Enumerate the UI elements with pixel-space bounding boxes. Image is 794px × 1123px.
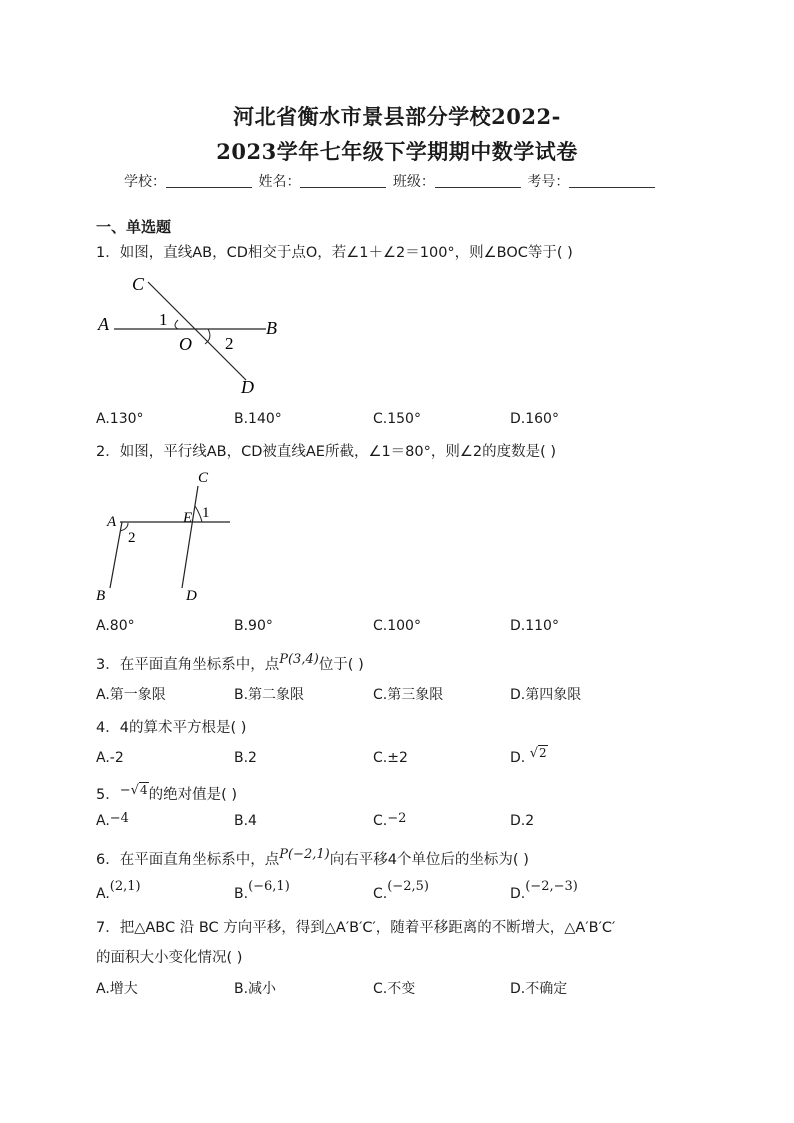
sqrt-icon: √ xyxy=(529,746,538,761)
q6-option-d[interactable] xyxy=(510,879,578,902)
q7-option-a[interactable]: A.增大 xyxy=(96,981,138,997)
q1-option-d[interactable]: D.160° xyxy=(510,411,559,427)
q6-option-c[interactable] xyxy=(373,879,429,902)
q6-option-a-label: A. xyxy=(96,886,110,902)
label-angle-2: 2 xyxy=(225,334,234,353)
q6-option-b[interactable] xyxy=(234,879,290,902)
school-label: 学校： xyxy=(124,174,166,190)
q7-option-d[interactable]: D.不确定 xyxy=(510,981,568,997)
label-o: O xyxy=(179,334,192,354)
line-cd xyxy=(148,282,246,380)
angle-2-arc xyxy=(205,329,210,344)
q4-option-d[interactable] xyxy=(510,746,548,766)
q1-option-a[interactable]: A.130° xyxy=(96,411,144,427)
q4-option-c[interactable]: C.±2 xyxy=(373,750,408,766)
angle-1-arc xyxy=(175,320,178,329)
q5-option-c-label: C. xyxy=(373,813,388,829)
q5-expr-sign: − xyxy=(119,783,131,798)
q4-option-d-radicand: 2 xyxy=(538,746,547,760)
q5-option-a-value: −4 xyxy=(109,811,129,826)
name-label: 姓名： xyxy=(258,174,301,190)
q6-option-c-value: (−2,5) xyxy=(387,879,429,894)
label-c-q2: C xyxy=(198,470,209,486)
q4-option-b[interactable]: B.2 xyxy=(234,750,257,766)
label-c: C xyxy=(132,274,145,294)
student-info-row xyxy=(124,171,657,191)
question-2-text: 2．如图，平行线AB，CD被直线AE所截，∠1＝80°，则∠2的度数是( ) xyxy=(96,444,557,460)
q6-option-d-label: D. xyxy=(510,886,526,902)
question-3-text xyxy=(96,653,364,674)
exam-no-blank[interactable] xyxy=(569,173,655,188)
question-5-text xyxy=(96,783,237,804)
label-d: D xyxy=(241,377,254,397)
q6-option-a[interactable] xyxy=(96,879,141,902)
q3-option-c[interactable]: C.第三象限 xyxy=(373,687,444,703)
q2-option-d[interactable]: D.110° xyxy=(510,618,559,634)
label-e-q2: E xyxy=(183,510,193,526)
q3-option-d[interactable]: D.第四象限 xyxy=(510,687,582,703)
label-a: A xyxy=(98,314,109,334)
section-heading: 一、单选题 xyxy=(96,218,172,236)
q5-option-b[interactable]: B.4 xyxy=(234,813,257,829)
q5-option-c[interactable] xyxy=(373,813,406,829)
q7-option-b[interactable]: B.减小 xyxy=(234,981,277,997)
q4-option-a[interactable]: A.-2 xyxy=(96,750,124,766)
q3-option-a[interactable]: A.第一象限 xyxy=(96,687,166,703)
q6-option-a-value: (2,1) xyxy=(109,879,141,894)
question-4-text: 4．4的算术平方根是( ) xyxy=(96,720,247,736)
q5-option-c-value: −2 xyxy=(387,811,407,826)
q5-suffix: 的绝对值是( ) xyxy=(148,787,238,803)
label-d-q2: D xyxy=(186,588,197,604)
q5-option-d[interactable]: D.2 xyxy=(510,813,535,829)
q5-expr-radicand: 4 xyxy=(139,783,148,797)
q6-option-b-value: (−6,1) xyxy=(248,879,290,894)
q5-expr xyxy=(120,782,149,798)
line-cd-q2 xyxy=(182,486,198,588)
q3-point: P(3,4) xyxy=(279,652,319,667)
q5-option-a-label: A. xyxy=(96,813,110,829)
q5-option-a[interactable] xyxy=(96,813,129,829)
angle-1-arc-q2 xyxy=(195,506,202,522)
q4-option-d-label: D. xyxy=(510,750,526,766)
q3-option-b[interactable]: B.第二象限 xyxy=(234,687,305,703)
label-angle-1: 1 xyxy=(159,310,168,329)
line-ab-q2 xyxy=(110,522,122,588)
question-2-figure xyxy=(94,466,244,606)
q6-option-d-value: (−2,−3) xyxy=(525,879,578,894)
q1-option-c[interactable]: C.150° xyxy=(373,411,421,427)
exam-no-label: 考号： xyxy=(527,174,570,190)
question-1-figure xyxy=(96,268,296,398)
school-blank[interactable] xyxy=(166,173,252,188)
q6-suffix: 向右平移4个单位后的坐标为( ) xyxy=(329,852,529,868)
class-label: 班级： xyxy=(392,174,435,190)
q6-option-b-label: B. xyxy=(234,886,249,902)
question-7-line1: 7．把△ABC 沿 BC 方向平移，得到△A′B′C′，随着平移距离的不断增大，△A′B′C′ xyxy=(96,920,616,936)
label-b-q2: B xyxy=(96,588,106,604)
q2-option-b[interactable]: B.90° xyxy=(234,618,273,634)
q6-option-c-label: C. xyxy=(373,886,388,902)
label-angle-2-q2: 2 xyxy=(128,530,136,546)
q3-suffix: 位于( ) xyxy=(318,657,364,673)
label-angle-1-q2: 1 xyxy=(202,505,210,521)
class-blank[interactable] xyxy=(435,173,521,188)
q1-option-b[interactable]: B.140° xyxy=(234,411,282,427)
question-1-text: 1．如图，直线AB，CD相交于点O，若∠1＋∠2＝100°，则∠BOC等于( ) xyxy=(96,245,573,261)
question-6-text xyxy=(96,848,529,869)
q6-point: P(−2,1) xyxy=(279,847,330,862)
q7-option-c[interactable]: C.不变 xyxy=(373,981,416,997)
q5-prefix: 5． xyxy=(96,787,120,803)
exam-title-line1: 河北省衡水市景县部分学校2022- xyxy=(233,104,561,129)
q2-option-c[interactable]: C.100° xyxy=(373,618,421,634)
q4-option-d-math xyxy=(530,745,548,761)
question-7-line2: 的面积大小变化情况( ) xyxy=(96,950,243,966)
q6-prefix: 6．在平面直角坐标系中，点 xyxy=(96,852,280,868)
label-a-q2: A xyxy=(107,514,117,530)
q3-prefix: 3．在平面直角坐标系中，点 xyxy=(96,657,280,673)
name-blank[interactable] xyxy=(300,173,386,188)
sqrt-icon: √ xyxy=(130,783,139,798)
q2-option-a[interactable]: A.80° xyxy=(96,618,135,634)
exam-title-line2: 2023学年七年级下学期期中数学试卷 xyxy=(216,139,578,164)
label-b: B xyxy=(266,318,277,338)
